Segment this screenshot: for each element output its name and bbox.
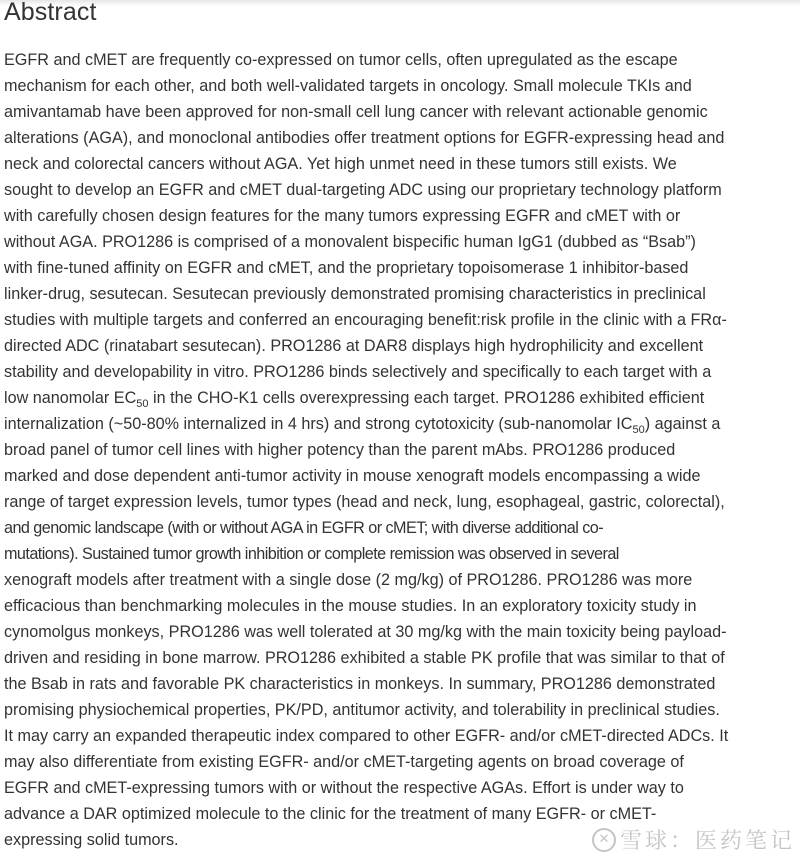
snowball-logo-icon: ✕ [592,828,616,852]
subscript: 50 [632,424,645,436]
abstract-line: and genomic landscape (with or without AGA in EGFR or cMET; with diverse additional co- [4,519,604,537]
abstract-line: may also differentiate from existing EGFR- and/or cMET-targeting agents on broad coverage of [4,753,684,771]
abstract-line: linker-drug, sesutecan. Sesutecan previously demonstrated promising characteristics in preclinical [4,285,706,303]
subscript: 50 [136,398,149,410]
watermark [592,824,795,855]
abstract-line: amivantamab have been approved for non-small cell lung cancer with relevant actionable genomic [4,103,708,121]
abstract-line: range of target expression levels, tumor types (head and neck, lung, esophageal, gastric, colorectal), [4,493,725,511]
abstract-line: EGFR and cMET are frequently co-expressed on tumor cells, often upregulated as the escape [4,51,678,69]
abstract-line: cynomolgus monkeys, PRO1286 was well tolerated at 30 mg/kg with the main toxicity being payload- [4,623,727,641]
abstract-line: stability and developability in vitro. PRO1286 binds selectively and specifically to each target with a [4,363,712,381]
abstract-line: mutations). Sustained tumor growth inhibition or complete remission was observed in several [4,545,619,563]
abstract-line: xenograft models after treatment with a single dose (2 mg/kg) of PRO1286. PRO1286 was more [4,571,693,589]
abstract-line: directed ADC (rinatabart sesutecan). PRO1286 at DAR8 displays high hydrophilicity and excellent [4,337,704,355]
watermark-text: 雪球：医药笔记 [620,829,796,854]
abstract-line: the Bsab in rats and favorable PK characteristics in monkeys. In summary, PRO1286 demonstrated [4,675,716,693]
abstract-line: sought to develop an EGFR and cMET dual-targeting ADC using our proprietary technology platform [4,181,722,199]
abstract-line: marked and dose dependent anti-tumor activity in mouse xenograft models encompassing a wide [4,467,701,485]
abstract-line: internalization (~50-80% internalized in 4 hrs) and strong cytotoxicity (sub-nanomolar $IC_{50}$) against a [4,415,721,436]
abstract-line: studies with multiple targets and conferred an encouraging benefit:risk profile in the clinic with a FRα- [4,311,727,329]
abstract-line: alterations (AGA), and monoclonal antibodies offer treatment options for EGFR-expressing head and [4,129,725,147]
abstract-line: without AGA. PRO1286 is comprised of a monovalent bispecific human IgG1 (dubbed as “Bsab”) [4,233,696,251]
abstract-line: expressing solid tumors. [4,831,179,849]
abstract-line: low nanomolar $EC_{50}$ in the CHO-K1 cells overexpressing each target. PRO1286 exhibited efficient [4,389,705,410]
abstract-line: broad panel of tumor cell lines with higher potency than the parent mAbs. PRO1286 produced [4,441,676,459]
abstract-line: EGFR and cMET-expressing tumors with or without the respective AGAs. Effort is under way to [4,779,684,797]
abstract-body [4,47,800,853]
abstract-line: with carefully chosen design features for the many tumors expressing EGFR and cMET with or [4,207,681,225]
abstract-line: mechanism for each other, and both well-validated targets in oncology. Small molecule TKIs and [4,77,692,95]
abstract-line: promising physiochemical properties, PK/PD, antitumor activity, and tolerability in preclinical studies. [4,701,720,719]
section-title: Abstract [4,0,97,26]
abstract-line: efficacious than benchmarking molecules in the mouse studies. In an exploratory toxicity study in [4,597,697,615]
abstract-line: It may carry an expanded therapeutic index compared to other EGFR- and/or cMET-directed ADCs. It [4,727,729,745]
abstract-line: neck and colorectal cancers without AGA. Yet high unmet need in these tumors still exists. We [4,155,677,173]
top-shadow [0,0,800,6]
abstract-line: with fine-tuned affinity on EGFR and cMET, and the proprietary topoisomerase 1 inhibitor-based [4,259,689,277]
abstract-line: advance a DAR optimized molecule to the clinic for the treatment of many EGFR- or cMET- [4,805,657,823]
abstract-line: driven and residing in bone marrow. PRO1286 exhibited a stable PK profile that was similar to that of [4,649,725,667]
